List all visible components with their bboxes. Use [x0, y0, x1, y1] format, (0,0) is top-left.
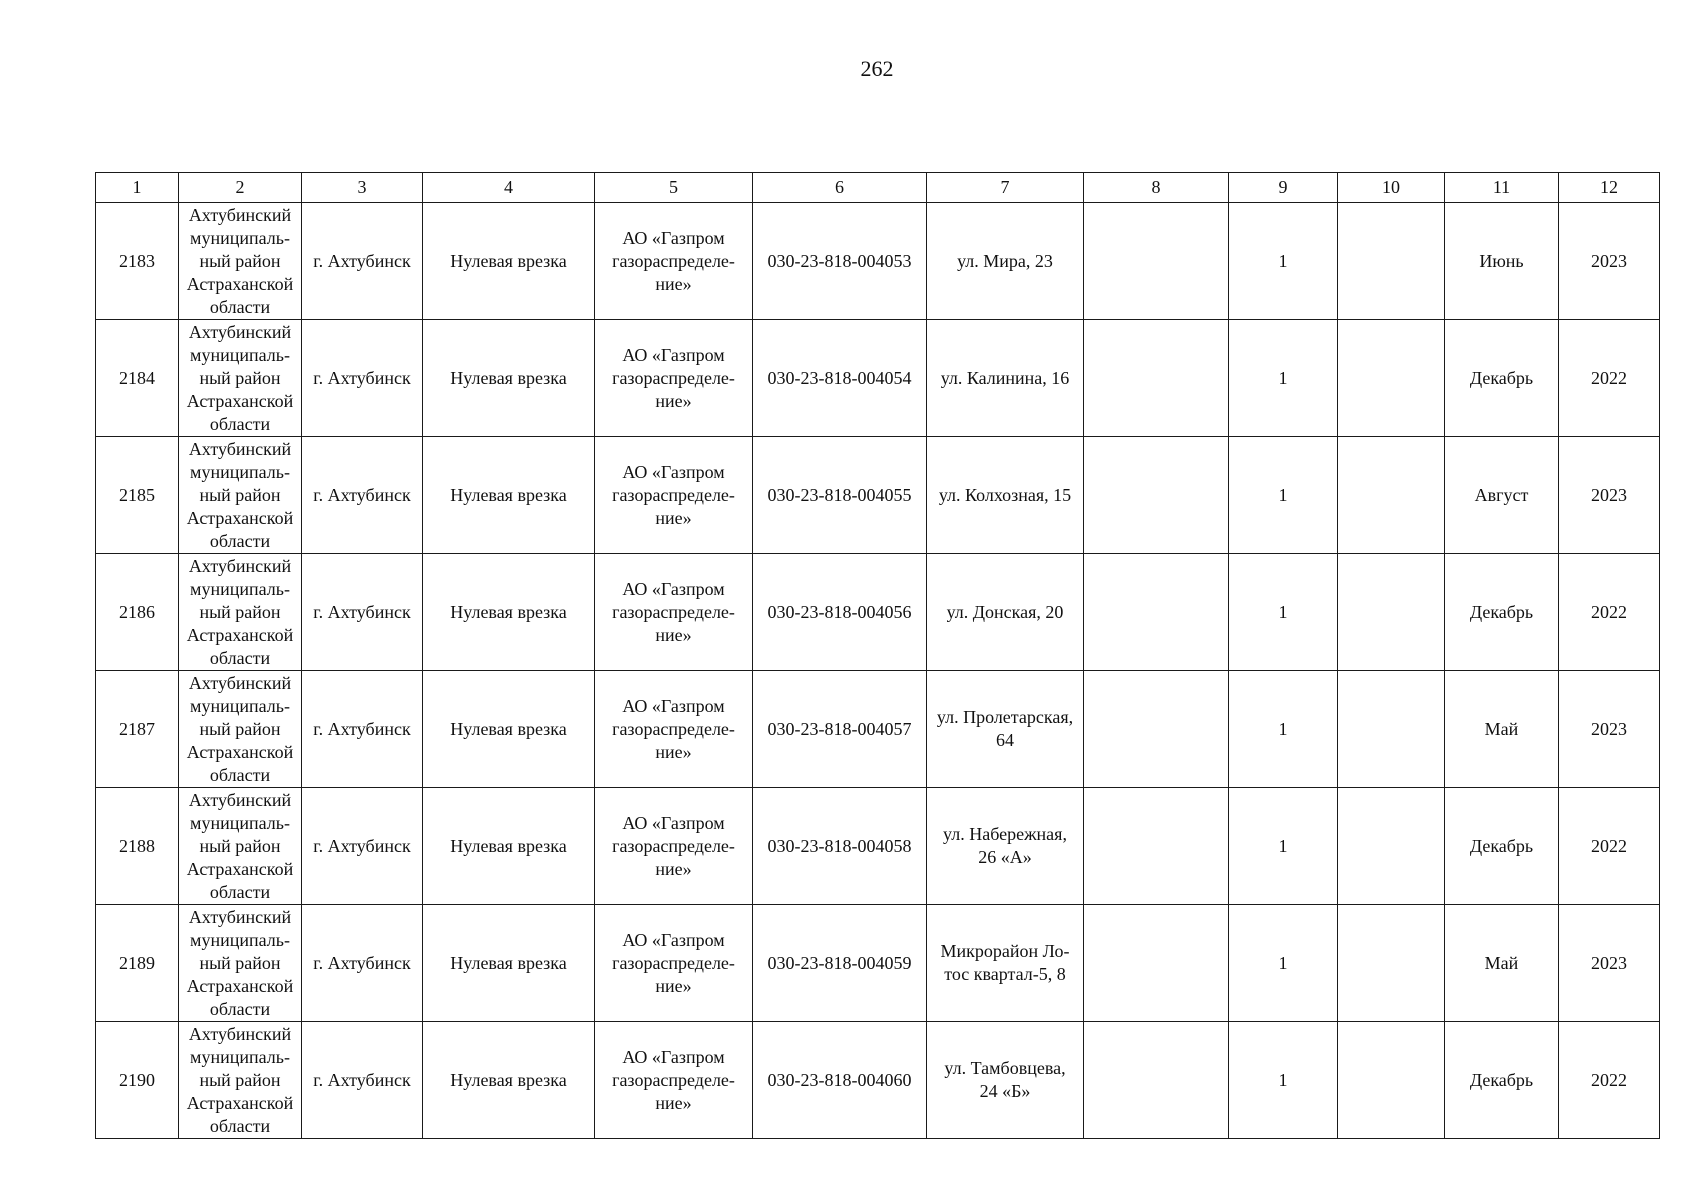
district-text: Ахтубинский муниципаль- ный район Астраханской области: [186, 789, 294, 902]
column-header: 10: [1338, 173, 1445, 203]
address-text: ул. Колхозная, 15: [938, 484, 1072, 505]
address-text: Микрорайон Ло- тос квартал-5, 8: [940, 941, 1070, 984]
city-cell: г. Ахтубинск: [302, 671, 423, 788]
address-cell: [927, 437, 1084, 554]
month-cell: Декабрь: [1445, 320, 1559, 437]
column-header: 9: [1229, 173, 1338, 203]
address-text: ул. Калинина, 16: [940, 367, 1070, 388]
code-cell: 030-23-818-004055: [753, 437, 927, 554]
city-cell: г. Ахтубинск: [302, 320, 423, 437]
address-cell: [927, 788, 1084, 905]
column-8-cell: [1084, 203, 1229, 320]
organization-cell: [595, 554, 753, 671]
table-row: [96, 437, 1660, 554]
organization-cell: [595, 905, 753, 1022]
district-text: Ахтубинский муниципаль- ный район Астраханской области: [186, 1023, 294, 1136]
row-number: 2185: [96, 437, 179, 554]
code-cell: 030-23-818-004059: [753, 905, 927, 1022]
district-cell: [179, 1022, 302, 1139]
column-10-cell: [1338, 671, 1445, 788]
year-cell: 2022: [1559, 320, 1660, 437]
month-cell: Май: [1445, 671, 1559, 788]
column-10-cell: [1338, 320, 1445, 437]
organization-text: АО «Газпром газораспределе- ние»: [612, 227, 735, 294]
district-cell: [179, 437, 302, 554]
column-header: 12: [1559, 173, 1660, 203]
column-9-cell: 1: [1229, 320, 1338, 437]
month-cell: Май: [1445, 905, 1559, 1022]
column-10-cell: [1338, 554, 1445, 671]
address-cell: [927, 554, 1084, 671]
row-number: 2183: [96, 203, 179, 320]
organization-text: АО «Газпром газораспределе- ние»: [612, 1046, 735, 1113]
year-cell: 2023: [1559, 905, 1660, 1022]
row-number: 2187: [96, 671, 179, 788]
month-cell: Декабрь: [1445, 788, 1559, 905]
column-header: 5: [595, 173, 753, 203]
column-10-cell: [1338, 437, 1445, 554]
district-cell: [179, 320, 302, 437]
row-number: 2189: [96, 905, 179, 1022]
city-cell: г. Ахтубинск: [302, 788, 423, 905]
city-cell: г. Ахтубинск: [302, 203, 423, 320]
connection-type-cell: Нулевая врезка: [423, 671, 595, 788]
city-cell: г. Ахтубинск: [302, 905, 423, 1022]
column-header: 6: [753, 173, 927, 203]
column-header: 4: [423, 173, 595, 203]
column-header: 11: [1445, 173, 1559, 203]
table-header: [96, 173, 1660, 203]
district-cell: [179, 905, 302, 1022]
organization-text: АО «Газпром газораспределе- ние»: [612, 461, 735, 528]
organization-text: АО «Газпром газораспределе- ние»: [612, 695, 735, 762]
column-9-cell: 1: [1229, 1022, 1338, 1139]
district-text: Ахтубинский муниципаль- ный район Астраханской области: [186, 672, 294, 785]
organization-text: АО «Газпром газораспределе- ние»: [612, 812, 735, 879]
column-10-cell: [1338, 1022, 1445, 1139]
column-header: 2: [179, 173, 302, 203]
year-cell: 2023: [1559, 203, 1660, 320]
year-cell: 2023: [1559, 437, 1660, 554]
month-cell: Июнь: [1445, 203, 1559, 320]
district-text: Ахтубинский муниципаль- ный район Астраханской области: [186, 438, 294, 551]
connection-type-cell: Нулевая врезка: [423, 320, 595, 437]
column-header: 7: [927, 173, 1084, 203]
district-cell: [179, 554, 302, 671]
column-header: 3: [302, 173, 423, 203]
register-table: [95, 172, 1660, 1139]
organization-cell: [595, 788, 753, 905]
connection-type-cell: Нулевая врезка: [423, 437, 595, 554]
table-row: [96, 1022, 1660, 1139]
row-number: 2184: [96, 320, 179, 437]
organization-cell: [595, 203, 753, 320]
column-9-cell: 1: [1229, 788, 1338, 905]
code-cell: 030-23-818-004057: [753, 671, 927, 788]
table-row: [96, 320, 1660, 437]
address-text: ул. Набережная, 26 «А»: [943, 824, 1067, 867]
year-cell: 2022: [1559, 1022, 1660, 1139]
organization-text: АО «Газпром газораспределе- ние»: [612, 344, 735, 411]
district-text: Ахтубинский муниципаль- ный район Астраханской области: [186, 555, 294, 668]
column-8-cell: [1084, 905, 1229, 1022]
table-body: [96, 203, 1660, 1139]
column-header: 8: [1084, 173, 1229, 203]
district-cell: [179, 788, 302, 905]
column-8-cell: [1084, 437, 1229, 554]
organization-text: АО «Газпром газораспределе- ние»: [612, 929, 735, 996]
month-cell: Декабрь: [1445, 554, 1559, 671]
year-cell: 2023: [1559, 671, 1660, 788]
column-8-cell: [1084, 671, 1229, 788]
address-text: ул. Мира, 23: [957, 250, 1053, 271]
table-row: [96, 554, 1660, 671]
organization-cell: [595, 1022, 753, 1139]
address-cell: [927, 671, 1084, 788]
column-header: 1: [96, 173, 179, 203]
year-cell: 2022: [1559, 554, 1660, 671]
organization-text: АО «Газпром газораспределе- ние»: [612, 578, 735, 645]
year-cell: 2022: [1559, 788, 1660, 905]
column-10-cell: [1338, 788, 1445, 905]
table-row: [96, 671, 1660, 788]
row-number: 2188: [96, 788, 179, 905]
page-number: 262: [860, 56, 894, 81]
organization-cell: [595, 320, 753, 437]
address-cell: [927, 203, 1084, 320]
city-cell: г. Ахтубинск: [302, 1022, 423, 1139]
connection-type-cell: Нулевая врезка: [423, 1022, 595, 1139]
connection-type-cell: Нулевая врезка: [423, 788, 595, 905]
district-cell: [179, 203, 302, 320]
table-row: [96, 905, 1660, 1022]
column-9-cell: 1: [1229, 437, 1338, 554]
address-cell: [927, 1022, 1084, 1139]
district-text: Ахтубинский муниципаль- ный район Астраханской области: [186, 204, 294, 317]
connection-type-cell: Нулевая врезка: [423, 554, 595, 671]
code-cell: 030-23-818-004053: [753, 203, 927, 320]
column-9-cell: 1: [1229, 905, 1338, 1022]
address-text: ул. Пролетарская, 64: [936, 707, 1074, 750]
code-cell: 030-23-818-004058: [753, 788, 927, 905]
district-cell: [179, 671, 302, 788]
address-text: ул. Тамбовцева, 24 «Б»: [944, 1058, 1066, 1101]
header-row: [96, 173, 1660, 203]
organization-cell: [595, 437, 753, 554]
column-8-cell: [1084, 788, 1229, 905]
month-cell: Август: [1445, 437, 1559, 554]
column-10-cell: [1338, 203, 1445, 320]
address-cell: [927, 320, 1084, 437]
code-cell: 030-23-818-004060: [753, 1022, 927, 1139]
city-cell: г. Ахтубинск: [302, 554, 423, 671]
address-cell: [927, 905, 1084, 1022]
column-8-cell: [1084, 554, 1229, 671]
column-8-cell: [1084, 1022, 1229, 1139]
row-number: 2190: [96, 1022, 179, 1139]
connection-type-cell: Нулевая врезка: [423, 905, 595, 1022]
connection-type-cell: Нулевая врезка: [423, 203, 595, 320]
table-row: [96, 203, 1660, 320]
column-9-cell: 1: [1229, 671, 1338, 788]
organization-cell: [595, 671, 753, 788]
district-text: Ахтубинский муниципаль- ный район Астраханской области: [186, 906, 294, 1019]
district-text: Ахтубинский муниципаль- ный район Астраханской области: [186, 321, 294, 434]
address-text: ул. Донская, 20: [946, 601, 1064, 622]
code-cell: 030-23-818-004056: [753, 554, 927, 671]
row-number: 2186: [96, 554, 179, 671]
month-cell: Декабрь: [1445, 1022, 1559, 1139]
table-row: [96, 788, 1660, 905]
city-cell: г. Ахтубинск: [302, 437, 423, 554]
column-9-cell: 1: [1229, 554, 1338, 671]
column-10-cell: [1338, 905, 1445, 1022]
code-cell: 030-23-818-004054: [753, 320, 927, 437]
column-9-cell: 1: [1229, 203, 1338, 320]
column-8-cell: [1084, 320, 1229, 437]
